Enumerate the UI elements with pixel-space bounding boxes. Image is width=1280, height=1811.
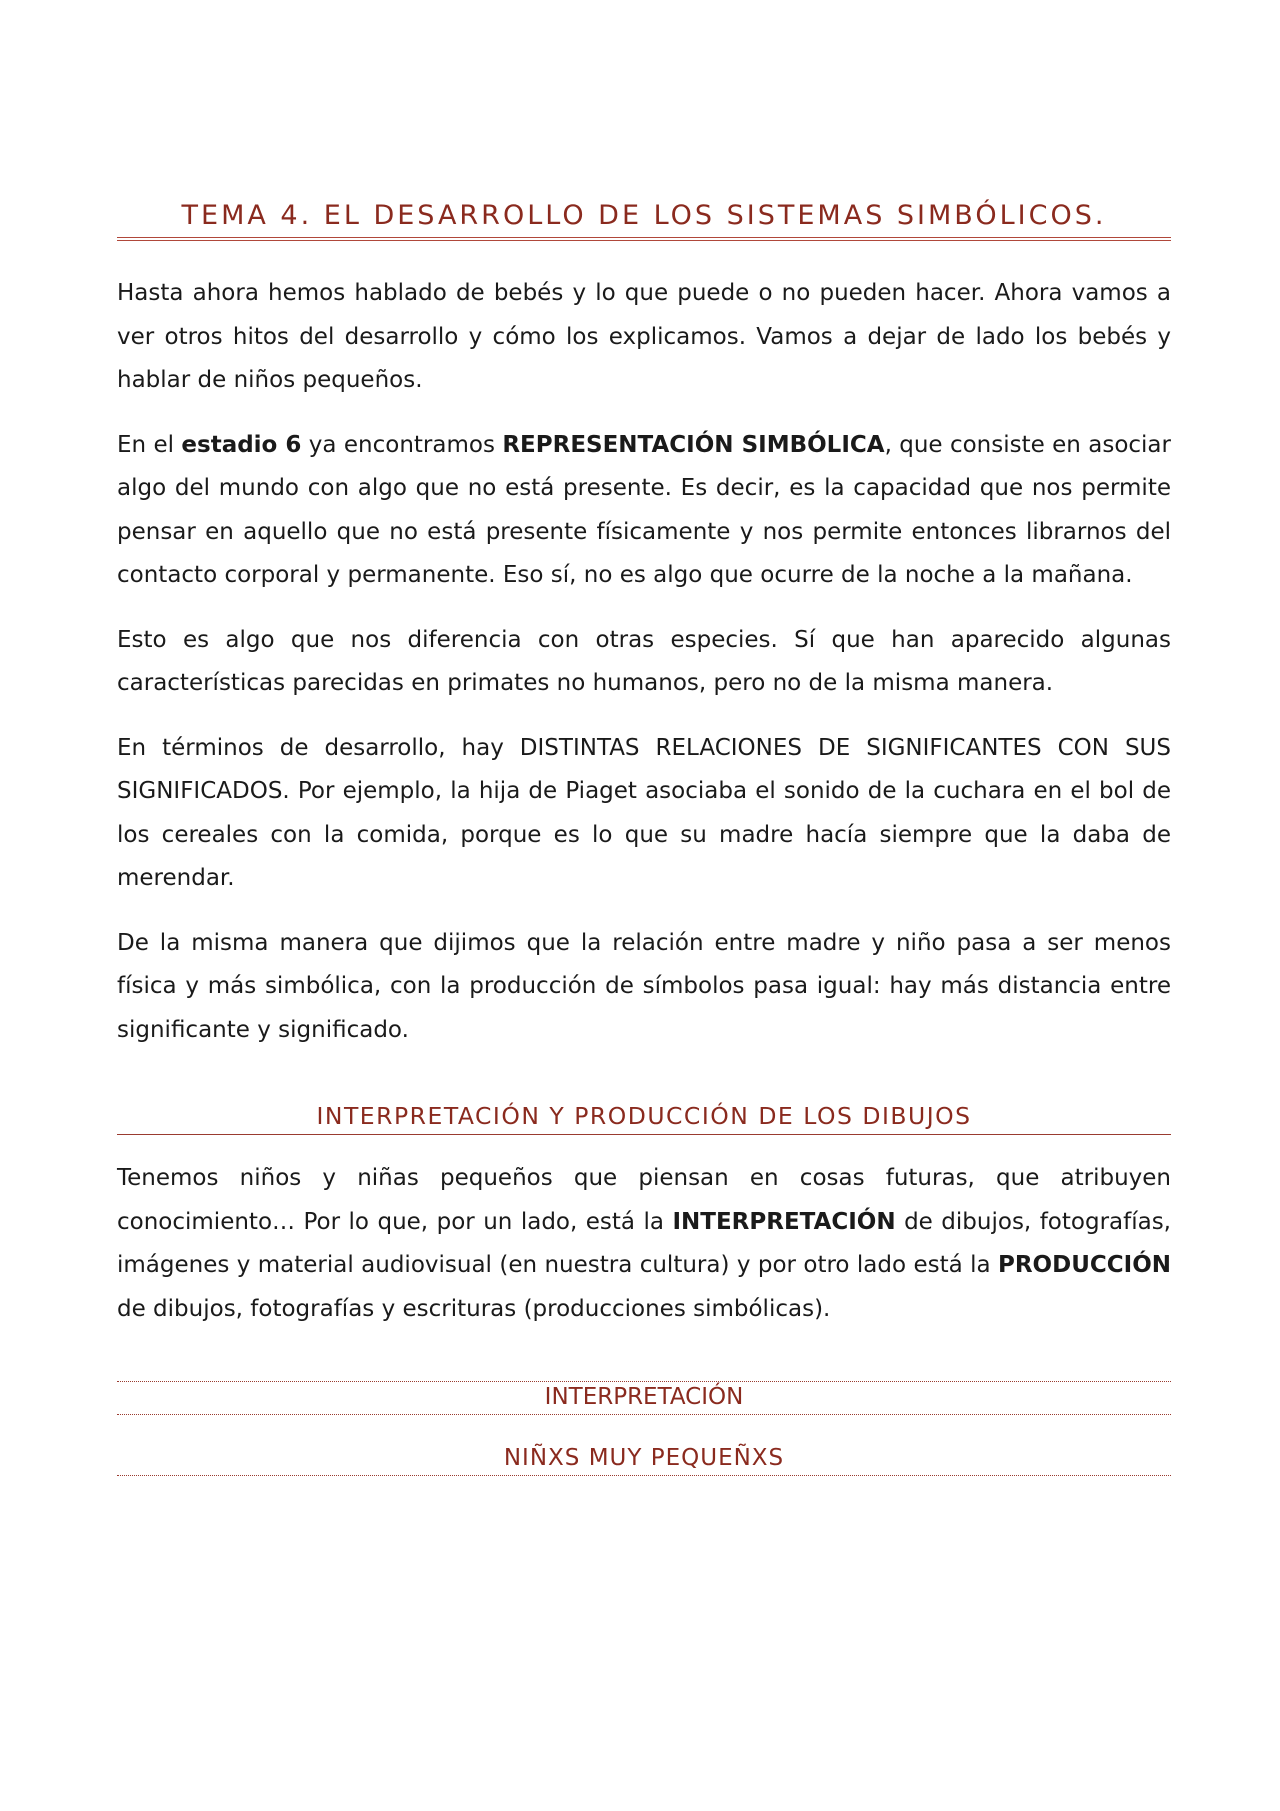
paragraph-especies: Esto es algo que nos diferencia con otras especies. Sí que han aparecido algunas características parecidas en primates no humanos, pero no de la misma manera. (117, 626, 1171, 696)
page-title: TEMA 4. EL DESARROLLO DE LOS SISTEMAS SIMBÓLICOS. (117, 200, 1171, 241)
bold-text: estadio 6 (181, 431, 302, 458)
paragraph-representacion (117, 424, 1171, 598)
text-run: de dibujos, fotografías, imágenes y material audiovisual (en nuestra cultura) y por otro lado está la (117, 1208, 1171, 1278)
text-run: Tenemos niños y niñas pequeños que piensan en cosas futuras, que atribuyen conocimiento… Por lo que, por un lado, está la (117, 1165, 1171, 1235)
text-run: En el (117, 431, 182, 458)
bold-text: PRODUCCIÓN (997, 1252, 1171, 1278)
bold-text: REPRESENTACIÓN SIMBÓLICA (502, 431, 885, 458)
paragraph-distancia: De la misma manera que dijimos que la relación entre madre y niño pasa a ser menos física y más simbólica, con la producción de símbolos pasa igual: hay más distancia entre significante y significado. (117, 929, 1171, 1043)
paragraph-intro: Hasta ahora hemos hablado de bebés y lo que puede o no pueden hacer. Ahora vamos a ver otros hitos del desarrollo y cómo los explicamos. Vamos a dejar de lado los bebés y hablar de niños pequeños. (117, 280, 1171, 393)
document-page (117, 0, 1171, 1476)
paragraph-relaciones: En términos de desarrollo, hay DISTINTAS RELACIONES DE SIGNIFICANTES CON SUS SIGNIFICADOS. Por ejemplo, la hija de Piaget asociaba el sonido de la cuchara en el bol de los cereales con la comida, porque es lo que su madre hacía siempre que la daba de merendar. (117, 734, 1171, 891)
subsubsection-heading: NIÑXS MUY PEQUEÑXS (117, 1445, 1171, 1476)
text-run: ya encontramos (301, 431, 503, 458)
text-run: , que consiste en asociar algo del mundo con algo que no está presente. Es decir, es la capacidad que nos permite pensar en aquello que no está presente físicamente y nos permite entonces librarnos del contacto corporal y permanente. Eso sí, no es algo que ocurre de la noche a la mañana. (117, 431, 1171, 588)
section-heading: INTERPRETACIÓN Y PRODUCCIÓN DE LOS DIBUJOS (117, 1102, 1171, 1135)
paragraph-interpretacion-produccion (117, 1157, 1171, 1331)
text-run: de dibujos, fotografías y escrituras (producciones simbólicas). (117, 1295, 831, 1322)
bold-text: INTERPRETACIÓN (672, 1208, 896, 1235)
subsection-heading: INTERPRETACIÓN (117, 1381, 1171, 1415)
